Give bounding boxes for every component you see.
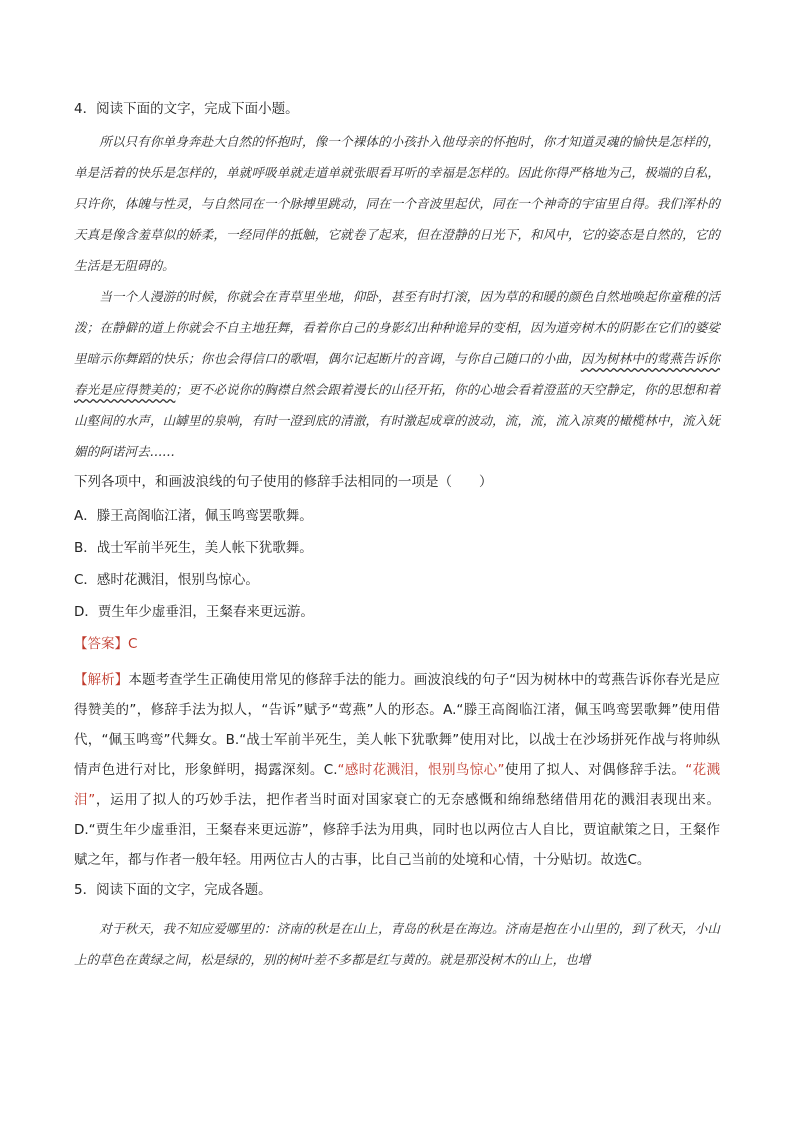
q5-passage-paragraph-1: 对于秋天，我不知应爱哪里的：济南的秋是在山上，青岛的秋是在海边。济南是抱在小山里的，到了秋天，小山上的草色在黄绿之间，松是绿的，别的树叶差不多都是红与黄的。就是那没树木的山上，也增 <box>74 921 720 967</box>
answer-value: C <box>128 636 138 652</box>
analysis-highlight-1: “感时花溅泪，恨别鸟惊心” <box>337 762 505 778</box>
q4-passage-paragraph-2: 当一个人漫游的时候，你就会在青草里坐地，仰卧，甚至有时打滚，因为草的和暖的颜色自然地唤起你童稚的活泼；在静僻的道上你就会不自主地狂舞，看着你自己的身影幻出种种诡异的变相，因为道旁树木的阴影在它们的婆娑里暗示你舞蹈的快乐；你也会得信口的歌唱，偶尔记起断片的音调，与你自己随口的小曲，因为树林中的莺燕告诉你春光是应得赞美的；更不必说你的胸襟自然会跟着漫长的山径开拓，你的心地会看着澄蓝的天空静定，你的思想和着山壑间的水声，山罅里的泉响，有时一澄到底的清澈，有时激起成章的波动，流，流，流入凉爽的橄榄林中，流入妩媚的阿诺河去…… <box>74 289 721 459</box>
page-content <box>74 98 720 975</box>
analysis-label: 【解析】 <box>74 672 129 688</box>
question-4-title: 4．阅读下面的文字，完成下面小题。 <box>74 101 299 117</box>
analysis-text-3: ，运用了拟人的巧妙手法，把作者当时面对国家衰亡的无奈感慨和绵绵愁绪借用花的溅泪表现出来。D.“贾生年少虚垂泪，王粲春来更远游”，修辞手法为用典，同时也以两位古人自比，贾谊献策之日，王粲作赋之年，都与作者一般年轻。用两位古人的古事，比自己当前的处境和心情，十分贴切。故选C。 <box>74 792 721 868</box>
question-4-stem: 下列各项中，和画波浪线的句子使用的修辞手法相同的一项是（ ） <box>74 474 493 490</box>
option-d: D．贾生年少虚垂泪，王粲春来更远游。 <box>74 604 314 620</box>
option-a: A．滕王高阁临江渚，佩玉鸣鸾罢歌舞。 <box>74 508 313 524</box>
analysis-text-2: 使用了拟人、对偶修辞手法。 <box>504 762 686 778</box>
question-5-title: 5．阅读下面的文字，完成各题。 <box>74 882 272 898</box>
analysis-text-1: 本题考查学生正确使用常见的修辞手法的能力。画波浪线的句子“因为树林中的莺燕告诉你春光是应得赞美的”，修辞手法为拟人，“告诉”赋予“莺燕”人的形态。A.“滕王高阁临江渚，佩玉鸣鸾罢歌舞”使用借代，“佩玉鸣鸾”代舞女。B.“战士军前半死生，美人帐下犹歌舞”使用对比，以战士在沙场拼死作战与将帅纵情声色进行对比，形象鲜明，揭露深刻。C. <box>74 672 721 778</box>
answer-label: 【答案】 <box>74 636 128 652</box>
analysis-highlight-2: “花溅泪” <box>74 762 720 808</box>
q4-passage-paragraph-1: 所以只有你单身奔赴大自然的怀抱时，像一个裸体的小孩扑入他母亲的怀抱时，你才知道灵魂的愉快是怎样的，单是活着的快乐是怎样的，单就呼吸单就走道单就张眼看耳听的幸福是怎样的。因此你得严格地为己，极端的自私，只许你，体魄与性灵，与自然同在一个脉搏里跳动，同在一个音波里起伏，同在一个神奇的宇宙里自得。我们浑朴的天真是像含羞草似的娇柔，一经同伴的抵触，它就卷了起来，但在澄静的日光下，和风中，它的姿态是自然的，它的生活是无阻碍的。 <box>74 134 720 273</box>
option-c: C．感时花溅泪，恨别鸟惊心。 <box>74 572 259 588</box>
wavy-underlined-sentence: 因为树林中的莺燕告诉你春光是应得赞美的 <box>74 351 721 397</box>
analysis-paragraph <box>74 665 720 875</box>
option-b: B．战士军前半死生，美人帐下犹歌舞。 <box>74 540 313 556</box>
answer-line <box>74 633 720 655</box>
